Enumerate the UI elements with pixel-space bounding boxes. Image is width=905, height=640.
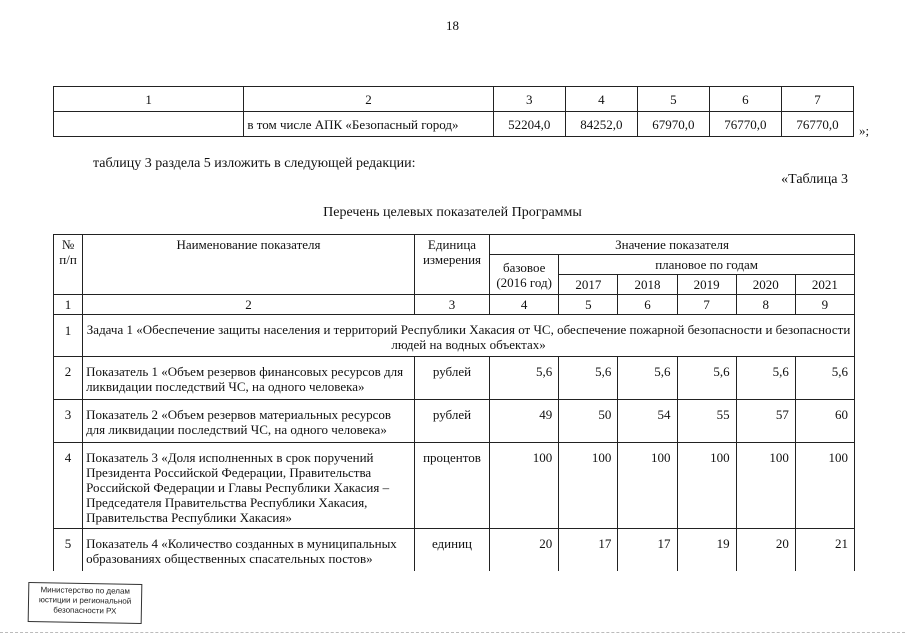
row-value: 100 (559, 443, 618, 529)
row-value: 54 (618, 400, 677, 443)
top-table-cell: 76770,0 (709, 112, 781, 137)
row-num: 5 (54, 529, 83, 572)
top-table-cell: 67970,0 (637, 112, 709, 137)
closing-quote: »; (859, 123, 870, 138)
col-number: 3 (414, 295, 489, 315)
header-value: Значение показателя (490, 235, 855, 255)
top-table-row (54, 112, 854, 137)
row-value: 5,6 (677, 357, 736, 400)
top-table-header: 2 (244, 87, 493, 112)
row-unit: рублей (414, 400, 489, 443)
row-unit: единиц (414, 529, 489, 572)
year-cell: 2021 (795, 275, 854, 295)
table-row (54, 357, 855, 400)
header-planned: плановое по годам (559, 255, 855, 275)
col-number: 5 (559, 295, 618, 315)
table-title: Перечень целевых показателей Программы (323, 205, 582, 220)
row-value: 5,6 (618, 357, 677, 400)
row-value: 100 (618, 443, 677, 529)
row-num: 3 (54, 400, 83, 443)
row-num: 2 (54, 357, 83, 400)
col-number: 2 (83, 295, 415, 315)
row-value: 55 (677, 400, 736, 443)
row-unit: процентов (414, 443, 489, 529)
scan-edge (0, 632, 905, 634)
row-value: 19 (677, 529, 736, 572)
header-num: № п/п (54, 235, 83, 295)
table-row (54, 400, 855, 443)
ministry-stamp: Министерство по делам юстиции и региональной безопасности РХ (28, 582, 143, 624)
column-number-row (54, 295, 855, 315)
year-cell: 2020 (736, 275, 795, 295)
row-value: 20 (490, 529, 559, 572)
top-table-cell: 84252,0 (565, 112, 637, 137)
top-table-cell: 76770,0 (781, 112, 853, 137)
row-value: 5,6 (795, 357, 854, 400)
col-number: 1 (54, 295, 83, 315)
row-value: 21 (795, 529, 854, 572)
table-row (54, 443, 855, 529)
year-cell: 2017 (559, 275, 618, 295)
row-value: 100 (736, 443, 795, 529)
top-table-header: 4 (565, 87, 637, 112)
row-name: Показатель 3 «Доля исполненных в срок поручений Президента Российской Федерации, Правительства Российской Федерации и Главы Республики Хакасия – Председателя Правительства Республики Хакасия, Правительства Республики Хакасия» (83, 443, 415, 529)
row-name: Показатель 2 «Объем резервов материальных ресурсов для ликвидации последствий ЧС, на одного человека» (83, 400, 415, 443)
row-value: 60 (795, 400, 854, 443)
task-text: Задача 1 «Обеспечение защиты населения и территорий Республики Хакасия от ЧС, обеспечение пожарной безопасности и безопасности людей на водных объектах» (83, 315, 855, 357)
top-table-header-row (54, 87, 854, 112)
year-cell: 2019 (677, 275, 736, 295)
header-name: Наименование показателя (83, 235, 415, 295)
row-value: 57 (736, 400, 795, 443)
top-table-header: 1 (54, 87, 244, 112)
top-table-header: 6 (709, 87, 781, 112)
col-number: 4 (490, 295, 559, 315)
top-table-header: 7 (781, 87, 853, 112)
row-value: 5,6 (559, 357, 618, 400)
row-name: Показатель 4 «Количество созданных в муниципальных образованиях общественных спасательных постов» (83, 529, 415, 572)
row-value: 50 (559, 400, 618, 443)
indicators-table (53, 234, 855, 571)
col-number: 7 (677, 295, 736, 315)
row-value: 100 (490, 443, 559, 529)
year-cell: 2018 (618, 275, 677, 295)
row-value: 100 (795, 443, 854, 529)
row-num: 4 (54, 443, 83, 529)
row-value: 100 (677, 443, 736, 529)
col-number: 6 (618, 295, 677, 315)
row-value: 17 (618, 529, 677, 572)
row-value: 20 (736, 529, 795, 572)
top-table-cell: в том числе АПК «Безопасный город» (244, 112, 493, 137)
top-table-cell (54, 112, 244, 137)
top-table-header: 3 (493, 87, 565, 112)
header-unit: Единица измерения (414, 235, 489, 295)
paragraph: таблицу 3 раздела 5 изложить в следующей редакции: (93, 156, 416, 171)
table-row (54, 529, 855, 572)
row-value: 17 (559, 529, 618, 572)
task-row (54, 315, 855, 357)
row-value: 49 (490, 400, 559, 443)
row-name: Показатель 1 «Объем резервов финансовых ресурсов для ликвидации последствий ЧС, на одного человека» (83, 357, 415, 400)
col-number: 9 (795, 295, 854, 315)
table-label: «Таблица 3 (781, 172, 848, 187)
header-base: базовое (2016 год) (490, 255, 559, 295)
col-number: 8 (736, 295, 795, 315)
row-unit: рублей (414, 357, 489, 400)
row-value: 5,6 (490, 357, 559, 400)
top-table-cell: 52204,0 (493, 112, 565, 137)
page-number: 18 (446, 18, 459, 33)
row-value: 5,6 (736, 357, 795, 400)
top-table (53, 86, 854, 137)
top-table-header: 5 (637, 87, 709, 112)
task-num: 1 (54, 315, 83, 357)
header-row-1 (54, 235, 855, 255)
